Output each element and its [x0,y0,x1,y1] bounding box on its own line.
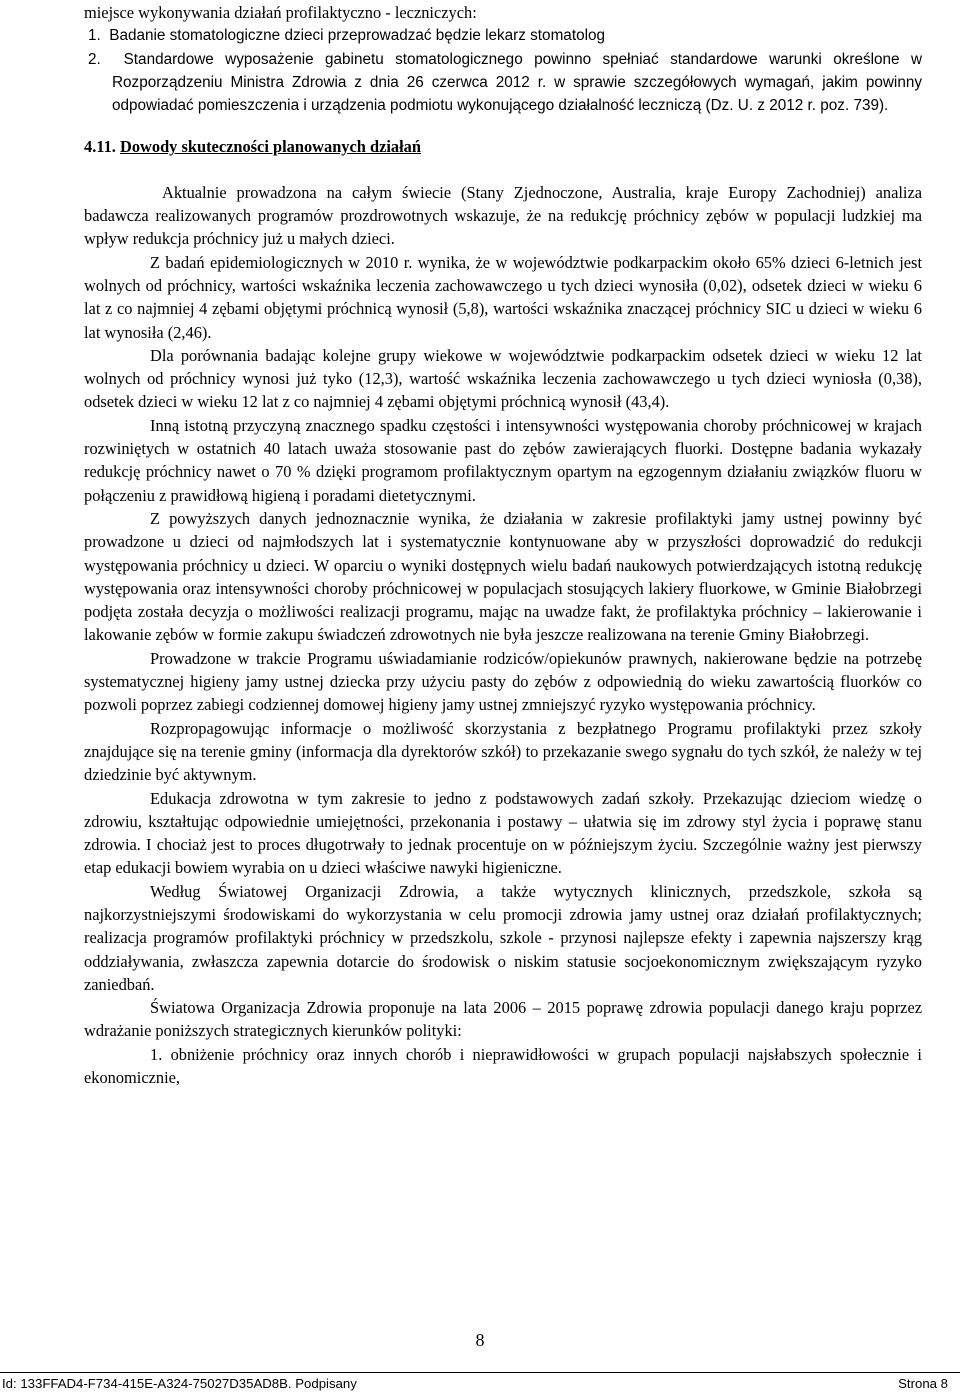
list-item-1 [84,24,922,47]
page-number: 8 [475,1330,485,1350]
document-id-text: Id: 133FFAD4-F734-415E-A324-75027D35AD8B. Podpisany [2,1376,357,1391]
section-number: 4.11. [84,137,116,157]
paragraph: Rozpropagowując informacje o możliwość skorzystania z bezpłatnego Programu profilaktyki przez szkoły znajdujące się na terenie gminy (informacja dla dyrektorów szkół) to przekazanie swego sygnału do tych szkół, że należy w tej dziedzinie być aktywnym. [84,718,922,785]
section-heading [84,135,922,158]
requirements-list [84,24,922,117]
list-item-2 [84,48,922,118]
list-number: 2. [88,50,101,68]
list-number: 1. [88,27,101,45]
paragraph: Z powyższych danych jednoznacznie wynika, że działania w zakresie profilaktyki jamy ustnej powinny być prowadzone u dzieci od najmłodszych lat i systematycznie kontynuowane aby w przyszłości doprowadzić do redukcji występowania próchnicy u dzieci. W oparciu o wyniki dostępnych wielu badań naukowych potwierdzających istotną redukcję występowania oraz intensywności choroby próchnicowej w populacjach stosujących lakiery fluorkowe, w Gminie Białobrzegi podjęta została decyzja o możliwości realizacji programu, mając na uwadze fakt, że profilaktyka próchnicy – lakierowanie i lakowanie zębów w formie zakupu świadczeń zdrowotnych nie była jeszcze realizowana na terenie Gminy Białobrzegi. [84,508,922,645]
list-text: Standardowe wyposażenie gabinetu stomatologicznego powinno spełniać standardowe warunki określone w Rozporządzeniu Ministra Zdrowia z dnia 26 czerwca 2012 r. w sprawie szczegółowych wymagań, jakim powinny odpowiadać pomieszczenia i urządzenia podmiotu wykonującego działalność leczniczą (Dz. U. z 2012 r. poz. 739). [112,50,922,115]
footer-page-label: Strona 8 [898,1376,948,1391]
paragraph: Prowadzone w trakcie Programu uświadamianie rodziców/opiekunów prawnych, nakierowane będzie na potrzebę systematycznej higieny jamy ustnej dziecka przy użyciu pasty do zębów z odpowiednią do wieku zawartością fluorków co pozwoli poprzez zabiegi codziennej domowej higieny jamy ustnej zmniejszyć ryzyko występowania próchnicy. [84,648,922,715]
footer [2,1376,948,1391]
footer-divider [0,1372,960,1373]
document-page [84,0,922,1089]
section-title: Dowody skuteczności planowanych działań [120,137,421,157]
paragraph: Aktualnie prowadzona na całym świecie (Stany Zjednoczone, Australia, kraje Europy Zachodniej) analiza badawcza realizowanych programów prozdrowotnych wskazuje, że na redukcję próchnicy zębów w populacji ludzkiej ma wpływ redukcja próchnicy już u małych dzieci. [84,182,922,249]
paragraph: Według Światowej Organizacji Zdrowia, a także wytycznych klinicznych, przedszkole, szkoła są najkorzystniejszymi środowiskami do wykorzystania w celu promocji zdrowia jamy ustnej oraz działań profilaktycznych; realizacja programów profilaktyki próchnicy w przedszkolu, szkole - przynosi najlepsze efekty i zapewnia najszerszy krąg oddziaływania, zwłaszcza zapewnia dotarcie do środowisk o niskim statusie socjoekonomicznym zwiększającym ryzyko zaniedbań. [84,881,922,994]
policy-list-item: 1. obniżenie próchnicy oraz innych chorób i nieprawidłowości w grupach populacji najsłabszych społecznie i ekonomicznie, [84,1044,922,1088]
paragraph: Z badań epidemiologicznych w 2010 r. wynika, że w województwie podkarpackim około 65% dzieci 6-letnich jest wolnych od próchnicy, wartości wskaźnika leczenia zachowawczego u tych dzieci wynosiła (0,02), odsetek dzieci w wieku 6 lat z co najmniej 4 zębami objętymi próchnicą wynosił (5,8), wartości wskaźnika znaczącej próchnicy SIC u dzieci w wieku 6 lat wynosiła (2,46). [84,252,922,342]
intro-line: miejsce wykonywania działań profilaktyczno - leczniczych: [84,3,477,22]
paragraph: Inną istotną przyczyną znacznego spadku częstości i intensywności występowania choroby próchnicowej w krajach rozwiniętych w ostatnich 40 latach uważa stosowanie past do zębów zawierających fluorki. Dostępne badania wykazały redukcję próchnicy nawet o 70 % dzięki programom profilaktycznym opartym na egzogennym działaniu związków fluoru w połączeniu z prawidłową higieną i poradami dietetycznymi. [84,415,922,505]
paragraph: Dla porównania badając kolejne grupy wiekowe w województwie podkarpackim odsetek dzieci w wieku 12 lat wolnych od próchnicy wynosi już tyko (12,3), wartość wskaźnika leczenia zachowawczego u tych dzieci wyniosła (0,38), odsetek dzieci w wieku 12 lat z co najmniej 4 zębami objętymi próchnicą wynosił (43,4). [84,345,922,412]
paragraph: Światowa Organizacja Zdrowia proponuje na lata 2006 – 2015 poprawę zdrowia populacji danego kraju poprzez wdrażanie poniższych strategicznych kierunków polityki: [84,998,922,1041]
paragraph: Edukacja zdrowotna w tym zakresie to jedno z podstawowych zadań szkoły. Przekazując dzieciom wiedzę o zdrowiu, kształtując odpowiednie umiejętności, przekonania i postawy – ułatwia się im zdrowy styl życia i poprawę stanu zdrowia. I chociaż jest to proces długotrwały to jednak procentuje on w późniejszym życiu. Szczególnie ważny jest pierwszy etap edukacji bowiem wyrabia on u dzieci właściwe nawyki higieniczne. [84,788,922,878]
list-text: Badanie stomatologiczne dzieci przeprowadzać będzie lekarz stomatolog [109,27,605,45]
